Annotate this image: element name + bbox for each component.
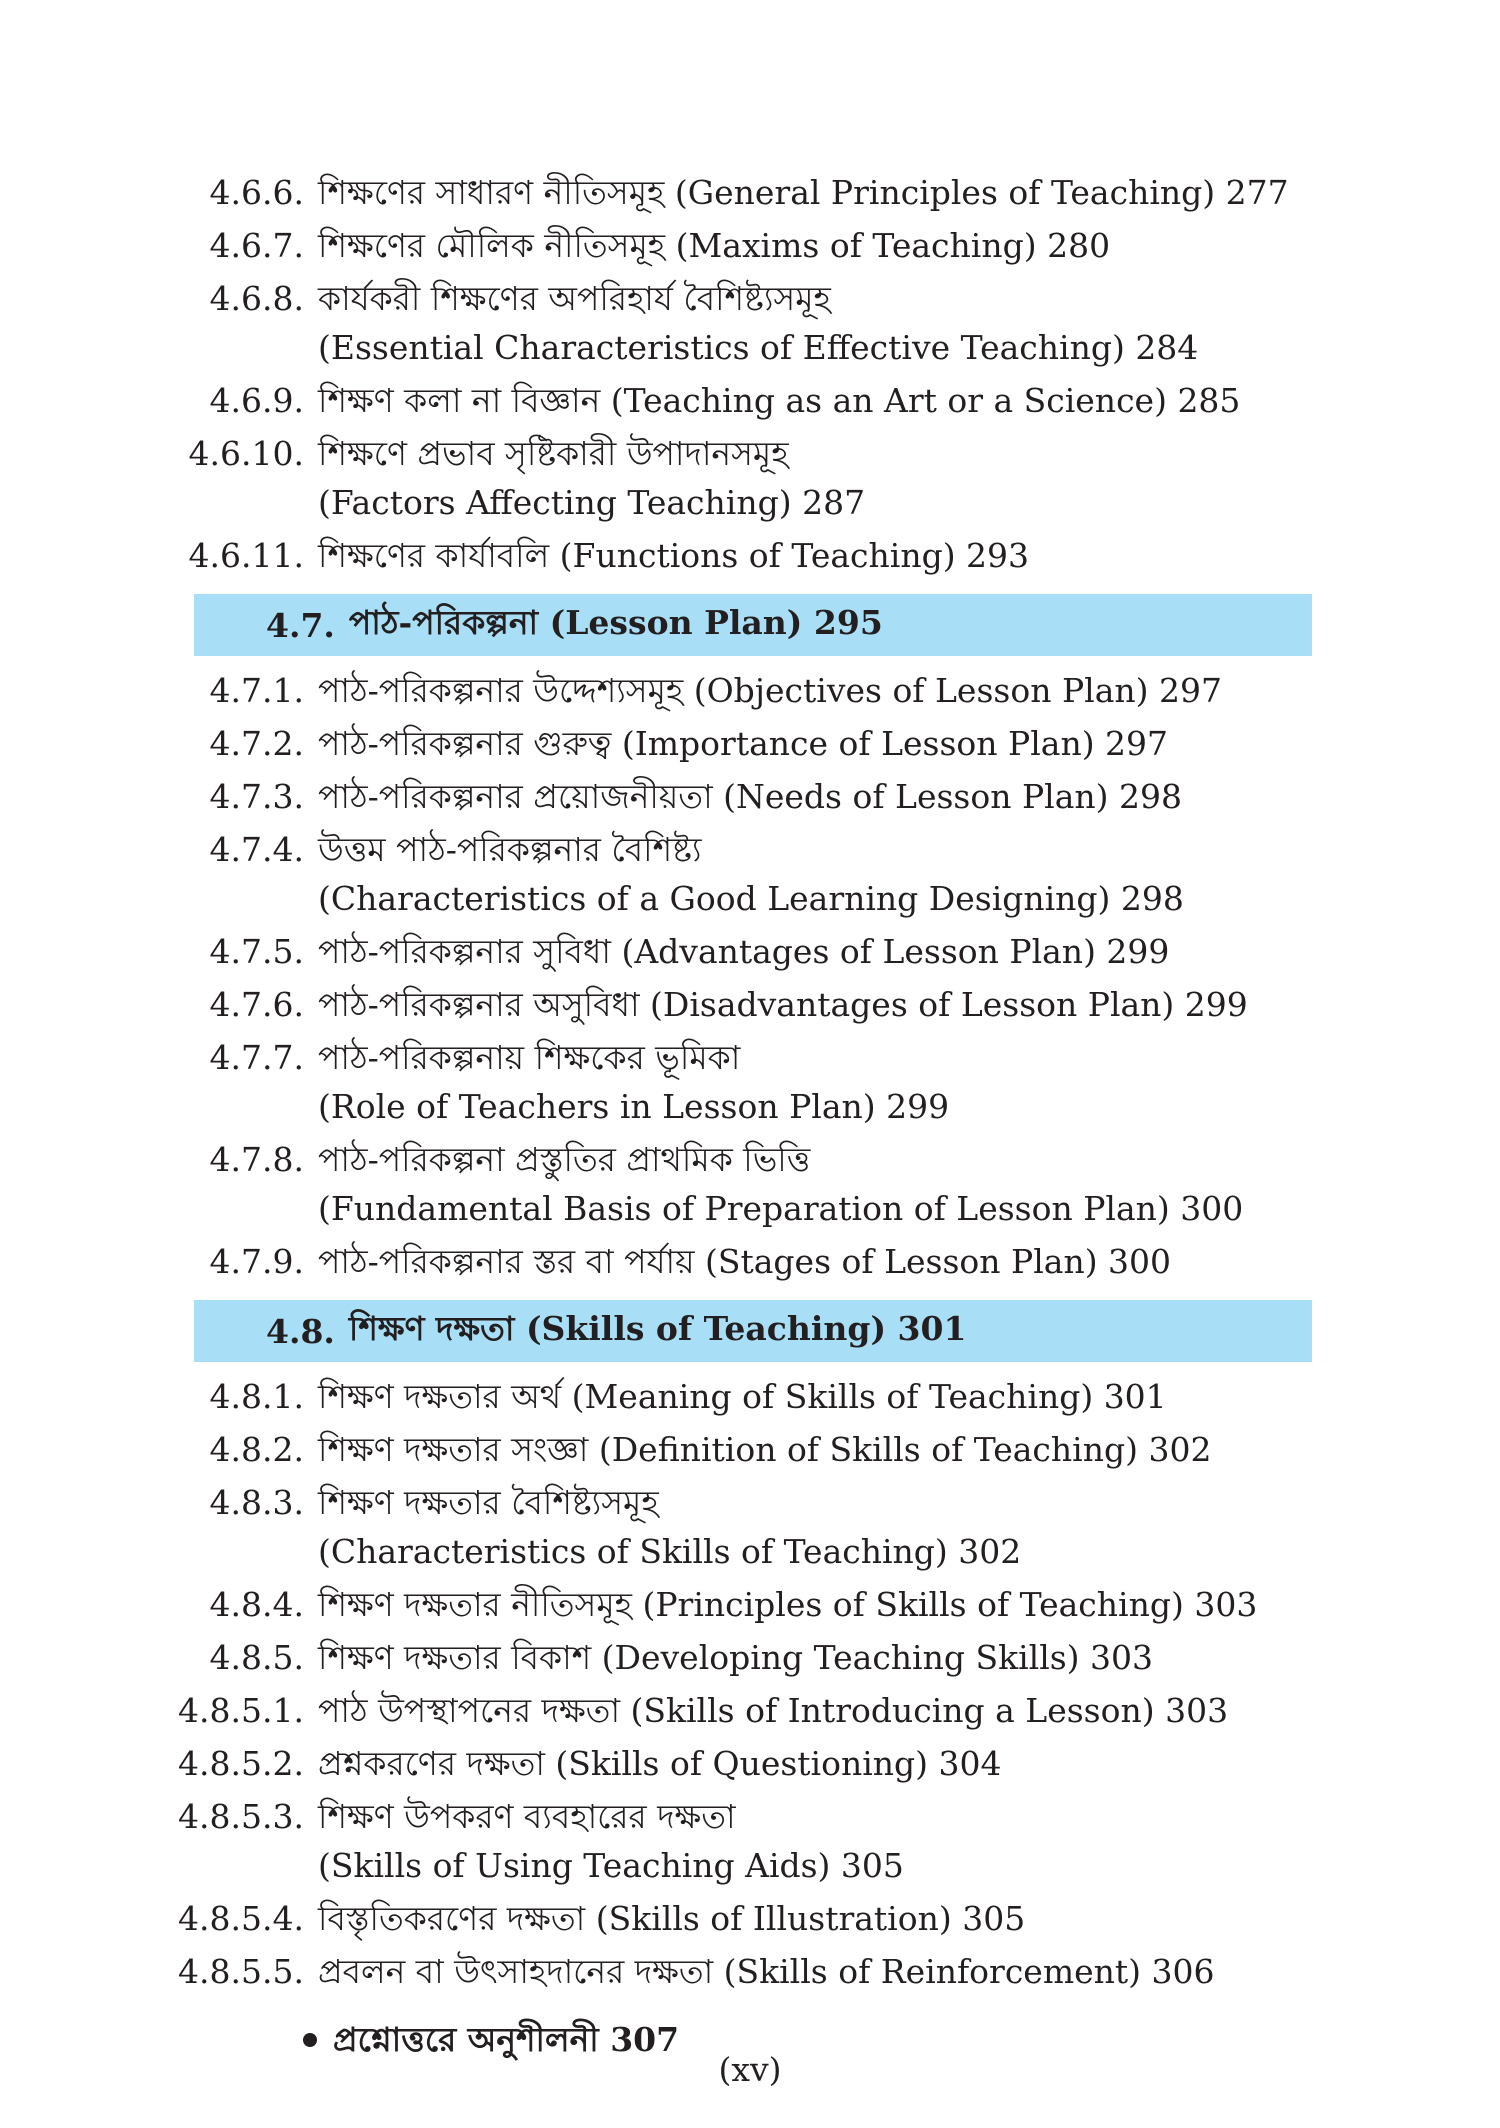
entry-line: শিক্ষণ দক্ষতার বিকাশ (Developing Teaching Skills) 303 — [318, 1638, 1154, 1677]
entry-line: (Fundamental Basis of Preparation of Lesson Plan) 300 — [318, 1189, 1244, 1228]
entry-line: পাঠ-পরিকল্পনার স্তর বা পর্যায় (Stages of Lesson Plan) 300 — [318, 1242, 1172, 1281]
entry-line: শিক্ষণের কার্যাবলি (Functions of Teaching) 293 — [318, 536, 1030, 575]
section-heading-4-7 — [194, 594, 1312, 656]
toc-entry — [0, 1894, 1500, 1943]
entry-text — [318, 1425, 1500, 1474]
entry-line: শিক্ষণ উপকরণ ব্যবহারের দক্ষতা — [318, 1797, 736, 1836]
entry-number: 4.6.7. — [209, 226, 304, 265]
entry-text — [318, 274, 1500, 372]
entry-number: 4.7.6. — [209, 985, 304, 1024]
entry-line: শিক্ষণে প্রভাব সৃষ্টিকারী উপাদানসমূহ — [318, 434, 789, 473]
toc-entry — [0, 666, 1500, 715]
toc-entry — [0, 1033, 1500, 1131]
toc-entry — [0, 1237, 1500, 1286]
toc-entry — [0, 1792, 1500, 1890]
entry-text — [318, 221, 1500, 270]
entry-line: পাঠ-পরিকল্পনা প্রস্তুতির প্রাথমিক ভিত্তি — [318, 1140, 811, 1179]
bullet-icon — [303, 2033, 317, 2047]
entry-text — [318, 1686, 1500, 1735]
entry-text — [318, 927, 1500, 976]
entry-number: 4.8.5.1. — [178, 1691, 304, 1730]
entry-text — [318, 1033, 1500, 1131]
toc-entry — [0, 376, 1500, 425]
toc-entry — [0, 1372, 1500, 1421]
entry-text — [318, 168, 1500, 217]
entry-number: 4.7.2. — [209, 724, 304, 763]
toc-entry — [0, 1425, 1500, 1474]
entry-number: 4.8.2. — [209, 1430, 304, 1469]
toc-entry — [0, 531, 1500, 580]
entry-number: 4.8.5.5. — [178, 1952, 304, 1991]
entry-text — [318, 429, 1500, 527]
entry-line: শিক্ষণ দক্ষতার অর্থ (Meaning of Skills of Teaching) 301 — [318, 1377, 1167, 1416]
toc-entry — [0, 1580, 1500, 1629]
entry-line: পাঠ-পরিকল্পনার সুবিধা (Advantages of Lesson Plan) 299 — [318, 932, 1170, 971]
entry-text — [318, 1947, 1500, 1996]
toc-entry — [0, 429, 1500, 527]
entry-line: (Factors Affecting Teaching) 287 — [318, 483, 866, 522]
toc-entry — [0, 1633, 1500, 1682]
entry-text — [318, 1739, 1500, 1788]
entry-line: কার্যকরী শিক্ষণের অপরিহার্য বৈশিষ্ট্যসমূহ — [318, 279, 831, 318]
entry-number: 4.6.11. — [188, 536, 304, 575]
toc-entry — [0, 772, 1500, 821]
entry-line: শিক্ষণ দক্ষতার নীতিসমূহ (Principles of Skills of Teaching) 303 — [318, 1585, 1258, 1624]
entry-line: প্রবলন বা উৎসাহদানের দক্ষতা (Skills of Reinforcement) 306 — [318, 1952, 1215, 1991]
exercise-label: প্রশ্নোত্তরে অনুশীলনী 307 — [333, 2020, 680, 2059]
entry-line: (Role of Teachers in Lesson Plan) 299 — [318, 1087, 950, 1126]
entry-number: 4.6.10. — [188, 434, 304, 473]
entry-text — [318, 772, 1500, 821]
entry-line: পাঠ-পরিকল্পনার উদ্দেশ্যসমূহ (Objectives of Lesson Plan) 297 — [318, 671, 1222, 710]
entry-line: শিক্ষণের সাধারণ নীতিসমূহ (General Principles of Teaching) 277 — [318, 173, 1289, 212]
toc-entry — [0, 221, 1500, 270]
entry-line: পাঠ-পরিকল্পনার গুরুত্ব (Importance of Lesson Plan) 297 — [318, 724, 1169, 763]
entry-text — [318, 1478, 1500, 1576]
toc-entry — [0, 1739, 1500, 1788]
entry-number: 4.7.3. — [209, 777, 304, 816]
entry-text — [318, 666, 1500, 715]
entry-number: 4.8.5.2. — [178, 1744, 304, 1783]
toc-entry — [0, 1947, 1500, 1996]
section-heading-4-8 — [194, 1300, 1312, 1362]
entry-text — [318, 1372, 1500, 1421]
entry-line: শিক্ষণের মৌলিক নীতিসমূহ (Maxims of Teaching) 280 — [318, 226, 1111, 265]
entry-number: 4.7.4. — [209, 830, 304, 869]
toc-entry — [0, 825, 1500, 923]
entry-number: 4.6.9. — [209, 381, 304, 420]
entry-text — [318, 376, 1500, 425]
toc-entry — [0, 168, 1500, 217]
toc-entry — [0, 719, 1500, 768]
toc-entry — [0, 927, 1500, 976]
entry-number: 4.7.1. — [209, 671, 304, 710]
entry-text — [318, 1237, 1500, 1286]
entry-line: বিস্তৃতিকরণের দক্ষতা (Skills of Illustration) 305 — [318, 1899, 1026, 1938]
toc-entry — [0, 980, 1500, 1029]
entry-number: 4.7.5. — [209, 932, 304, 971]
toc-entry — [0, 1686, 1500, 1735]
table-of-contents — [0, 168, 1500, 2070]
page-number: (xv) — [718, 2050, 782, 2089]
entry-line: (Characteristics of Skills of Teaching) 302 — [318, 1532, 1022, 1571]
entry-line: (Skills of Using Teaching Aids) 305 — [318, 1846, 904, 1885]
entry-number: 4.8.3. — [209, 1483, 304, 1522]
entry-text — [318, 1580, 1500, 1629]
toc-group-4-6 — [0, 168, 1500, 584]
entry-number: 4.7.9. — [209, 1242, 304, 1281]
entry-text — [318, 719, 1500, 768]
entry-line: পাঠ-পরিকল্পনার প্রয়োজনীয়তা (Needs of Lesson Plan) 298 — [318, 777, 1183, 816]
entry-number: 4.7.7. — [209, 1038, 304, 1077]
entry-text — [318, 1633, 1500, 1682]
entry-line: প্রশ্নকরণের দক্ষতা (Skills of Questioning) 304 — [318, 1744, 1002, 1783]
entry-text — [318, 1792, 1500, 1890]
entry-text — [318, 980, 1500, 1029]
section-title: পাঠ-পরিকল্পনা (Lesson Plan) 295 — [348, 603, 883, 642]
toc-entry — [0, 1135, 1500, 1233]
entry-number: 4.8.4. — [209, 1585, 304, 1624]
section-number: 4.8. — [266, 1311, 335, 1351]
toc-entry — [0, 274, 1500, 372]
entry-text — [318, 1894, 1500, 1943]
entry-text — [318, 531, 1500, 580]
entry-line: শিক্ষণ দক্ষতার বৈশিষ্ট্যসমূহ — [318, 1483, 659, 1522]
entry-line: (Essential Characteristics of Effective Teaching) 284 — [318, 328, 1199, 367]
toc-group-4-7 — [0, 666, 1500, 1290]
toc-group-4-8 — [0, 1372, 1500, 2000]
entry-text — [318, 1135, 1500, 1233]
entry-number: 4.8.5.4. — [178, 1899, 304, 1938]
entry-number: 4.6.6. — [209, 173, 304, 212]
section-title: শিক্ষণ দক্ষতা (Skills of Teaching) 301 — [348, 1309, 967, 1348]
entry-number: 4.8.5. — [209, 1638, 304, 1677]
toc-entry — [0, 1478, 1500, 1576]
entry-number: 4.8.5.3. — [178, 1797, 304, 1836]
entry-line: পাঠ-পরিকল্পনায় শিক্ষকের ভূমিকা — [318, 1038, 741, 1077]
entry-line: উত্তম পাঠ-পরিকল্পনার বৈশিষ্ট্য — [318, 830, 702, 869]
entry-line: (Characteristics of a Good Learning Designing) 298 — [318, 879, 1184, 918]
entry-number: 4.7.8. — [209, 1140, 304, 1179]
section-number: 4.7. — [266, 605, 335, 645]
entry-number: 4.8.1. — [209, 1377, 304, 1416]
entry-line: পাঠ-পরিকল্পনার অসুবিধা (Disadvantages of Lesson Plan) 299 — [318, 985, 1248, 1024]
entry-line: পাঠ উপস্থাপনের দক্ষতা (Skills of Introducing a Lesson) 303 — [318, 1691, 1229, 1730]
entry-line: শিক্ষণ কলা না বিজ্ঞান (Teaching as an Art or a Science) 285 — [318, 381, 1241, 420]
entry-number: 4.6.8. — [209, 279, 304, 318]
entry-text — [318, 825, 1500, 923]
entry-line: শিক্ষণ দক্ষতার সংজ্ঞা (Definition of Skills of Teaching) 302 — [318, 1430, 1212, 1469]
